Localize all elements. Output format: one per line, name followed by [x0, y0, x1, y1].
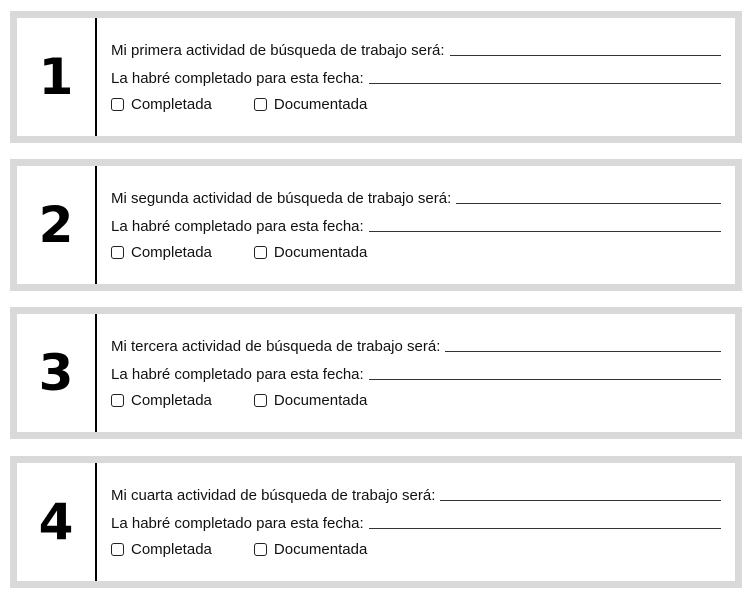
completed-checkbox[interactable] [111, 246, 124, 259]
activity-content [111, 314, 721, 432]
completed-option[interactable] [111, 96, 212, 113]
options-row [111, 93, 721, 115]
documented-checkbox[interactable] [254, 98, 267, 111]
activity-card-2 [10, 159, 742, 291]
activity-content [111, 463, 721, 581]
activity-content [111, 166, 721, 284]
date-row [111, 213, 721, 235]
date-row [111, 361, 721, 383]
activity-row [111, 37, 721, 59]
date-row [111, 65, 721, 87]
documented-checkbox[interactable] [254, 543, 267, 556]
documented-option[interactable] [254, 244, 367, 261]
documented-label: Documentada [273, 95, 368, 113]
options-row [111, 389, 721, 411]
date-row [111, 510, 721, 532]
completed-option[interactable] [111, 392, 212, 409]
completed-checkbox[interactable] [111, 394, 124, 407]
activity-number: 2 [38, 196, 74, 254]
activity-row [111, 482, 721, 504]
date-label: La habré completado para esta fecha: [111, 218, 364, 235]
documented-label: Documentada [273, 540, 368, 558]
activity-input-line[interactable] [440, 500, 721, 501]
completed-label: Completada [131, 540, 212, 558]
divider [95, 18, 97, 136]
activity-number: 3 [38, 344, 74, 402]
date-input-line[interactable] [369, 379, 721, 380]
completed-option[interactable] [111, 541, 212, 558]
documented-checkbox[interactable] [254, 394, 267, 407]
activity-number: 4 [38, 493, 74, 551]
documented-label: Documentada [273, 243, 368, 261]
divider [95, 314, 97, 432]
options-row [111, 241, 721, 263]
completed-label: Completada [131, 95, 212, 113]
completed-label: Completada [131, 243, 212, 261]
date-label: La habré completado para esta fecha: [111, 515, 364, 532]
documented-option[interactable] [254, 96, 367, 113]
activity-input-line[interactable] [445, 351, 721, 352]
activity-card-4 [10, 456, 742, 588]
activity-label: Mi tercera actividad de búsqueda de trabajo será: [111, 338, 441, 355]
activity-label: Mi cuarta actividad de búsqueda de trabajo será: [111, 487, 436, 504]
completed-checkbox[interactable] [111, 543, 124, 556]
completed-option[interactable] [111, 244, 212, 261]
activity-card-3 [10, 307, 742, 439]
completed-label: Completada [131, 391, 212, 409]
date-label: La habré completado para esta fecha: [111, 366, 364, 383]
date-input-line[interactable] [369, 528, 721, 529]
documented-option[interactable] [254, 541, 367, 558]
options-row [111, 538, 721, 560]
activity-label: Mi primera actividad de búsqueda de trabajo será: [111, 42, 445, 59]
date-input-line[interactable] [369, 231, 721, 232]
documented-label: Documentada [273, 391, 368, 409]
date-label: La habré completado para esta fecha: [111, 70, 364, 87]
activity-label: Mi segunda actividad de búsqueda de trabajo será: [111, 190, 452, 207]
activity-card-1 [10, 11, 742, 143]
documented-option[interactable] [254, 392, 367, 409]
divider [95, 463, 97, 581]
activity-input-line[interactable] [450, 55, 721, 56]
activity-row [111, 333, 721, 355]
date-input-line[interactable] [369, 83, 721, 84]
divider [95, 166, 97, 284]
documented-checkbox[interactable] [254, 246, 267, 259]
activity-content [111, 18, 721, 136]
activity-input-line[interactable] [456, 203, 721, 204]
completed-checkbox[interactable] [111, 98, 124, 111]
activity-number: 1 [38, 48, 74, 106]
activity-row [111, 185, 721, 207]
